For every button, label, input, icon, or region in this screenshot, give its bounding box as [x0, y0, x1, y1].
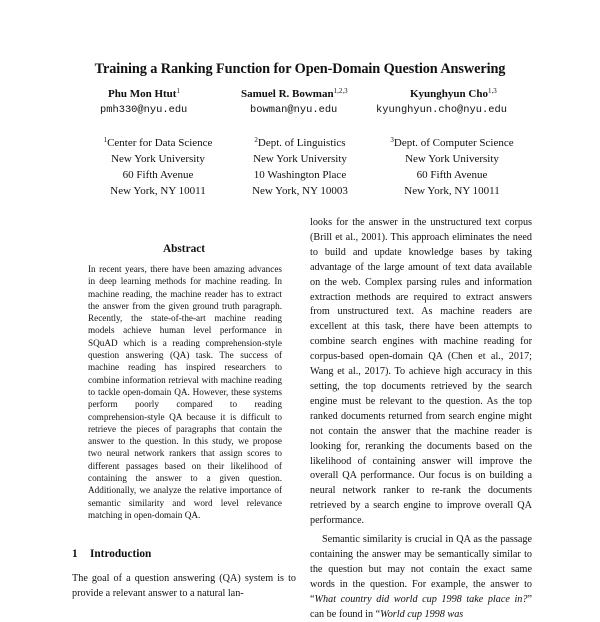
affiliation-line: New York University — [253, 153, 347, 165]
affiliation-line: $^1$Center for Data Science — [103, 136, 213, 149]
abstract-heading: Abstract — [162, 243, 206, 255]
author-name-2: Samuel R. Bowman$^{1,2,3}$ — [241, 87, 348, 100]
affiliation-line: New York, NY 10011 — [404, 185, 500, 197]
author-email-3: kyunghyun.cho@nyu.edu — [376, 104, 507, 116]
paper-title: Training a Ranking Function for Open-Domain Question Answering — [94, 61, 506, 77]
section-heading: 1 Introduction — [72, 548, 152, 560]
affiliation-line: 10 Washington Place — [253, 169, 347, 181]
author-name-3: Kyunghyun Cho$^{1,3}$ — [410, 87, 497, 100]
affiliation-line: 60 Fifth Avenue — [416, 169, 488, 181]
author-name-1: Phu Mon Htut$^1$ — [108, 87, 180, 100]
affiliation-line: New York University — [111, 153, 205, 165]
affiliation-line: New York, NY 10003 — [252, 185, 348, 197]
affiliation-line: $^3$Dept. of Computer Science — [390, 136, 514, 149]
abstract-text: In recent years, there have been amazing advances in deep learning methods for machine reading. In machine reading, the machine reader has to extract the answer from the given ground truth paragraph. Recently, the state-of-the-art machine reading models achieve human level performance in SQuAD which is a reading comprehension-style question answering (QA) task. The success of machine reading has inspired researchers to combine information retrieval with machine reading to tackle open-domain QA. However, these systems perform poorly compared to reading comprehension-style QA because it is difficult to retrieve the pieces of paragraphs that contain the answer to the question. In this study, we propose two neural network rankers that assign scores to different passages based on their likelihood of containing the answer to a given question. Additionally, we analyze the relative importance of semantic similarity and word level relevance matching in open-domain QA. — [88, 264, 282, 520]
body-paragraph: looks for the answer in the unstructured text corpus (Brill et al., 2001). This approach eliminates the need to build and update knowledge bases by taking advantage of the large amount of text data available on the web. Complex parsing rules and information extraction methods are required to extract answers from unstructured text. As machine readers are excellent at this task, there have been attempts to combine search engines with machine reading for corpus-based open-domain QA (Chen et al., 2017; Wang et al., 2017). To achieve high accuracy in this setting, the top documents retrieved by the search engine must be relevant to the question. As the top ranked documents returned from search engine might not contain the answer that the machine reader is looking for, reranking the documents based on the likelihood of containing answer will improve the overall QA performance. Our focus is on building a neural network ranker to re-rank the documents retrieved by a search engine to improve overall QA performance. — [310, 217, 532, 527]
right-column — [310, 216, 532, 622]
affiliation-line: New York University — [405, 153, 499, 165]
author-email-2: bowman@nyu.edu — [250, 104, 338, 116]
affiliation-line: 60 Fifth Avenue — [122, 169, 194, 181]
affiliation-line: $^2$Dept. of Linguistics — [254, 136, 346, 149]
example-answer: World cup 1998 was — [380, 608, 464, 620]
affiliation-3 — [362, 135, 542, 199]
intro-text: The goal of a question answering (QA) system is to provide a relevant answer to a natural lan- — [72, 573, 296, 600]
author-email-1: pmh330@nyu.edu — [100, 104, 188, 116]
example-question: What country did world cup 1998 take place in? — [314, 593, 528, 605]
affiliation-line: New York, NY 10011 — [110, 185, 206, 197]
body-paragraph: Semantic similarity is crucial in QA as the passage containing the answer may be semantically similar to the question but may not contain the exact same words in the question. For example, the answer to “What country did world cup 1998 take place in?” can be found in “World cup 1998 was — [310, 534, 532, 620]
